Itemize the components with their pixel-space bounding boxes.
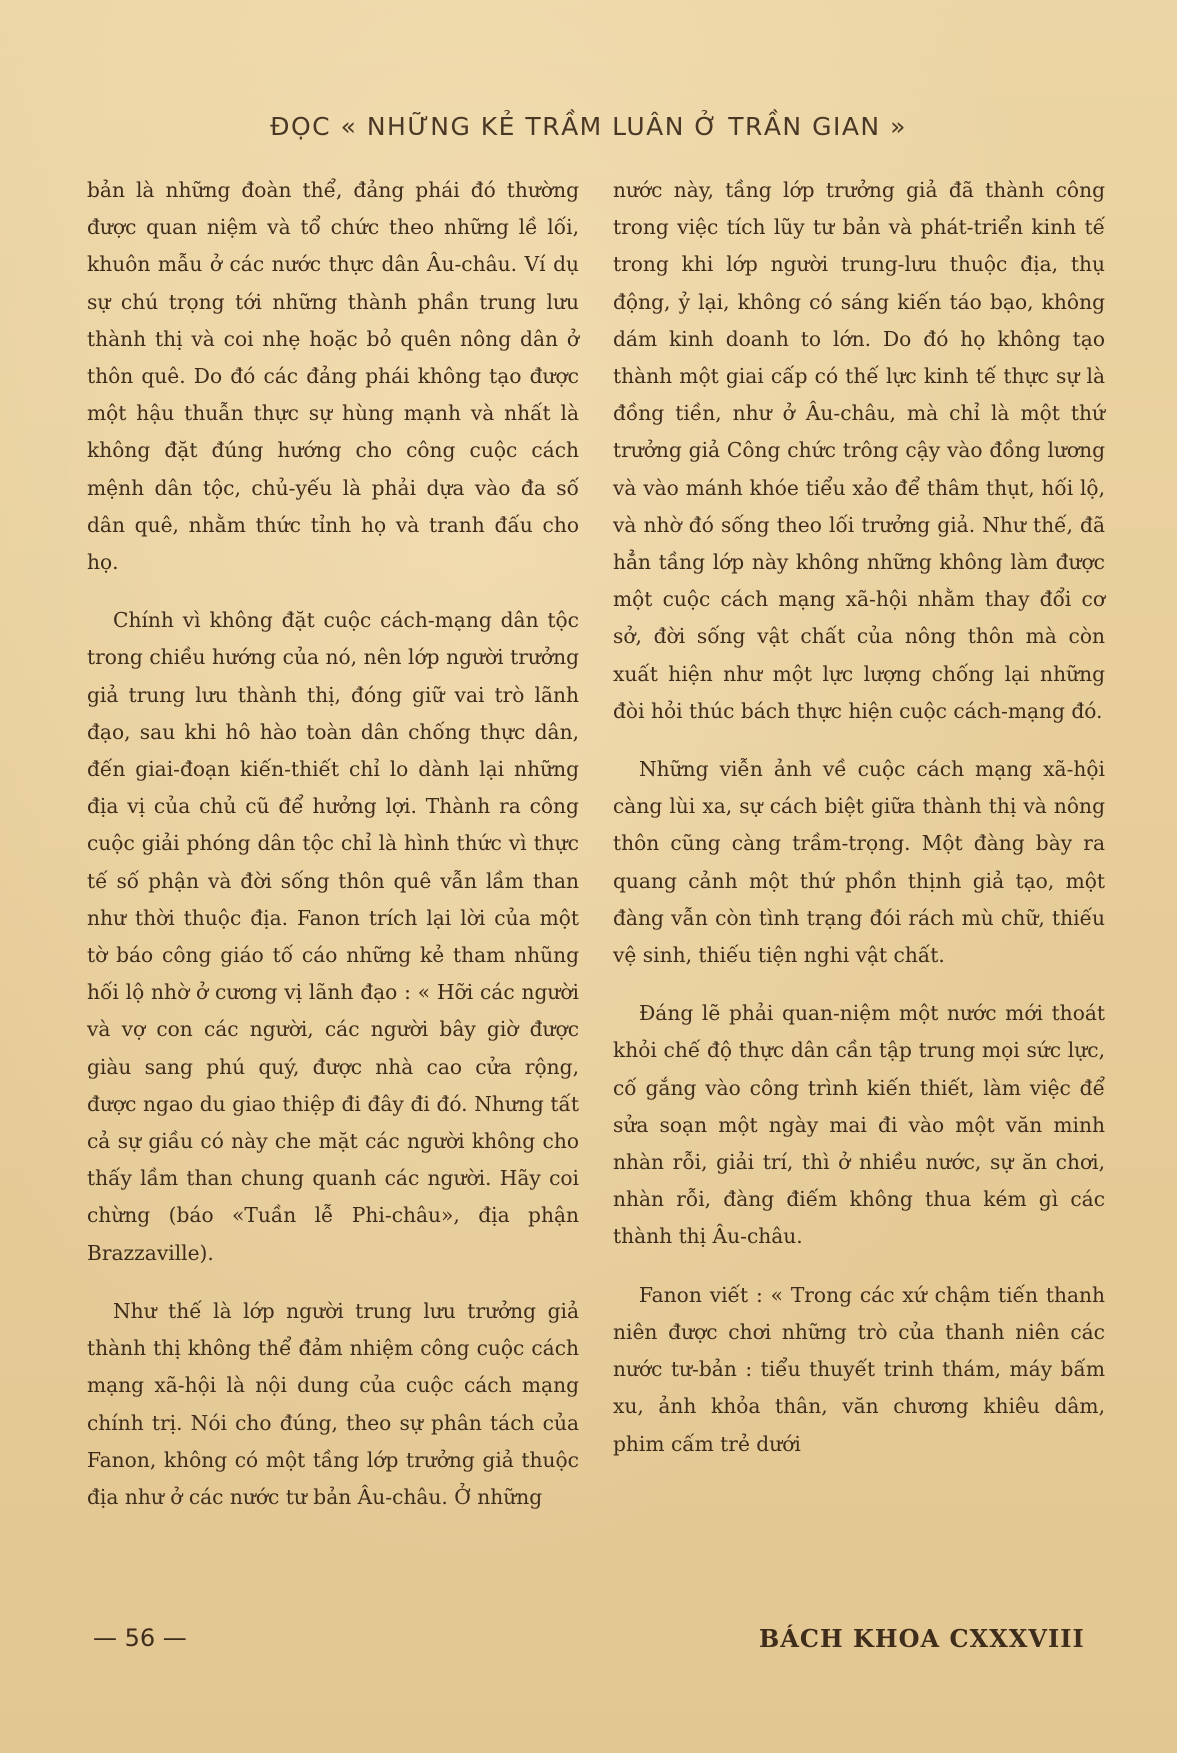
paragraph: Đáng lẽ phải quan-niệm một nước mới thoát khỏi chế độ thực dân cần tập trung mọi sức lực, cố gắng vào công trình kiến thiết, làm việc để sửa soạn một ngày mai đi vào một văn minh nhàn rỗi, giải trí, thì ở nhiều nước, sự ăn chơi, nhàn rỗi, đàng điếm không thua kém gì các thành thị Âu-châu. — [613, 1001, 1105, 1249]
left-column — [87, 172, 579, 1537]
paragraph: Như thế là lớp người trung lưu trưởng giả thành thị không thể đảm nhiệm công cuộc cách mạng xã-hội là nội dung của cuộc cách mạng chính trị. Nói cho đúng, theo sự phân tách của Fanon, không có một tầng lớp trưởng giả thuộc địa như ở các nước tư bản Âu-châu. Ở những — [87, 1298, 579, 1509]
running-header: ĐỌC « NHỮNG KẺ TRẦM LUÂN Ở TRẦN GIAN » — [270, 112, 907, 141]
paragraph: Fanon viết : « Trong các xứ chậm tiến thanh niên được chơi những trò của thanh niên các nước tư-bản : tiểu thuyết trinh thám, máy bấm xu, ảnh khỏa thân, văn chương khiêu dâm, phim cấm trẻ dưới — [613, 1282, 1105, 1456]
magazine-issue: BÁCH KHOA CXXXVIII — [759, 1624, 1085, 1653]
page-number: — 56 — — [93, 1624, 187, 1652]
paragraph: Những viễn ảnh về cuộc cách mạng xã-hội càng lùi xa, sự cách biệt giữa thành thị và nông thôn cũng càng trầm-trọng. Một đàng bày ra quang cảnh một thứ phồn thịnh giả tạo, một đàng vẫn còn tình trạng đói rách mù chữ, thiếu vệ sinh, thiếu tiện nghi vật chất. — [613, 757, 1105, 968]
paragraph: Chính vì không đặt cuộc cách-mạng dân tộc trong chiều hướng của nó, nên lớp người trưởng giả trung lưu thành thị, đóng giữ vai trò lãnh đạo, sau khi hô hào toàn dân chống thực dân, đến giai-đoạn kiến-thiết chỉ lo dành lại những địa vị của chủ cũ để hưởng lợi. Thành ra công cuộc giải phóng dân tộc chỉ là hình thức vì thực tế số phận và đời sống thôn quê vẫn lầm than như thời thuộc địa. Fanon trích lại lời của một tờ báo công giáo tố cáo những kẻ tham nhũng hối lộ nhờ ở cương vị lãnh đạo : « Hỡi các người và vợ con các người, các người bây giờ được giàu sang phú quý, được nhà cao cửa rộng, được ngao du giao thiệp đi đây đi đó. Nhưng tất cả sự giầu có này che mặt các người không cho thấy lầm than chung quanh các người. Hãy coi chừng (báo «Tuần lễ Phi-châu», địa phận Brazzaville). — [87, 608, 579, 1265]
paragraph: bản là những đoàn thể, đảng phái đó thường được quan niệm và tổ chức theo những lề lối, khuôn mẫu ở các nước thực dân Âu-châu. Ví dụ sự chú trọng tới những thành phần trung lưu thành thị và coi nhẹ hoặc bỏ quên nông dân ở thôn quê. Do đó các đảng phái không tạo được một hậu thuẫn thực sự hùng mạnh và nhất là không đặt đúng hướng cho công cuộc cách mệnh dân tộc, chủ-yếu là phải dựa vào đa số dân quê, nhằm thức tỉnh họ và tranh đấu cho họ. — [87, 178, 579, 575]
right-column — [613, 172, 1105, 1484]
paragraph: nước này, tầng lớp trưởng giả đã thành công trong việc tích lũy tư bản và phát-triển kinh tế trong khi lớp người trung-lưu thuộc địa, thụ động, ỷ lại, không có sáng kiến táo bạo, không dám kinh doanh to lớn. Do đó họ không tạo thành một giai cấp có thế lực kinh tế thực sự là đồng tiền, như ở Âu-châu, mà chỉ là một thứ trưởng giả Công chức trông cậy vào đồng lương và vào mánh khóe tiểu xảo để thâm thụt, hối lộ, và nhờ đó sống theo lối trưởng giả. Như thế, đã hẳn tầng lớp này không những không làm được một cuộc cách mạng xã-hội nhằm thay đổi cơ sở, đời sống vật chất của nông thôn mà còn xuất hiện như một lực lượng chống lại những đòi hỏi thúc bách thực hiện cuộc cách-mạng đó. — [613, 178, 1105, 723]
